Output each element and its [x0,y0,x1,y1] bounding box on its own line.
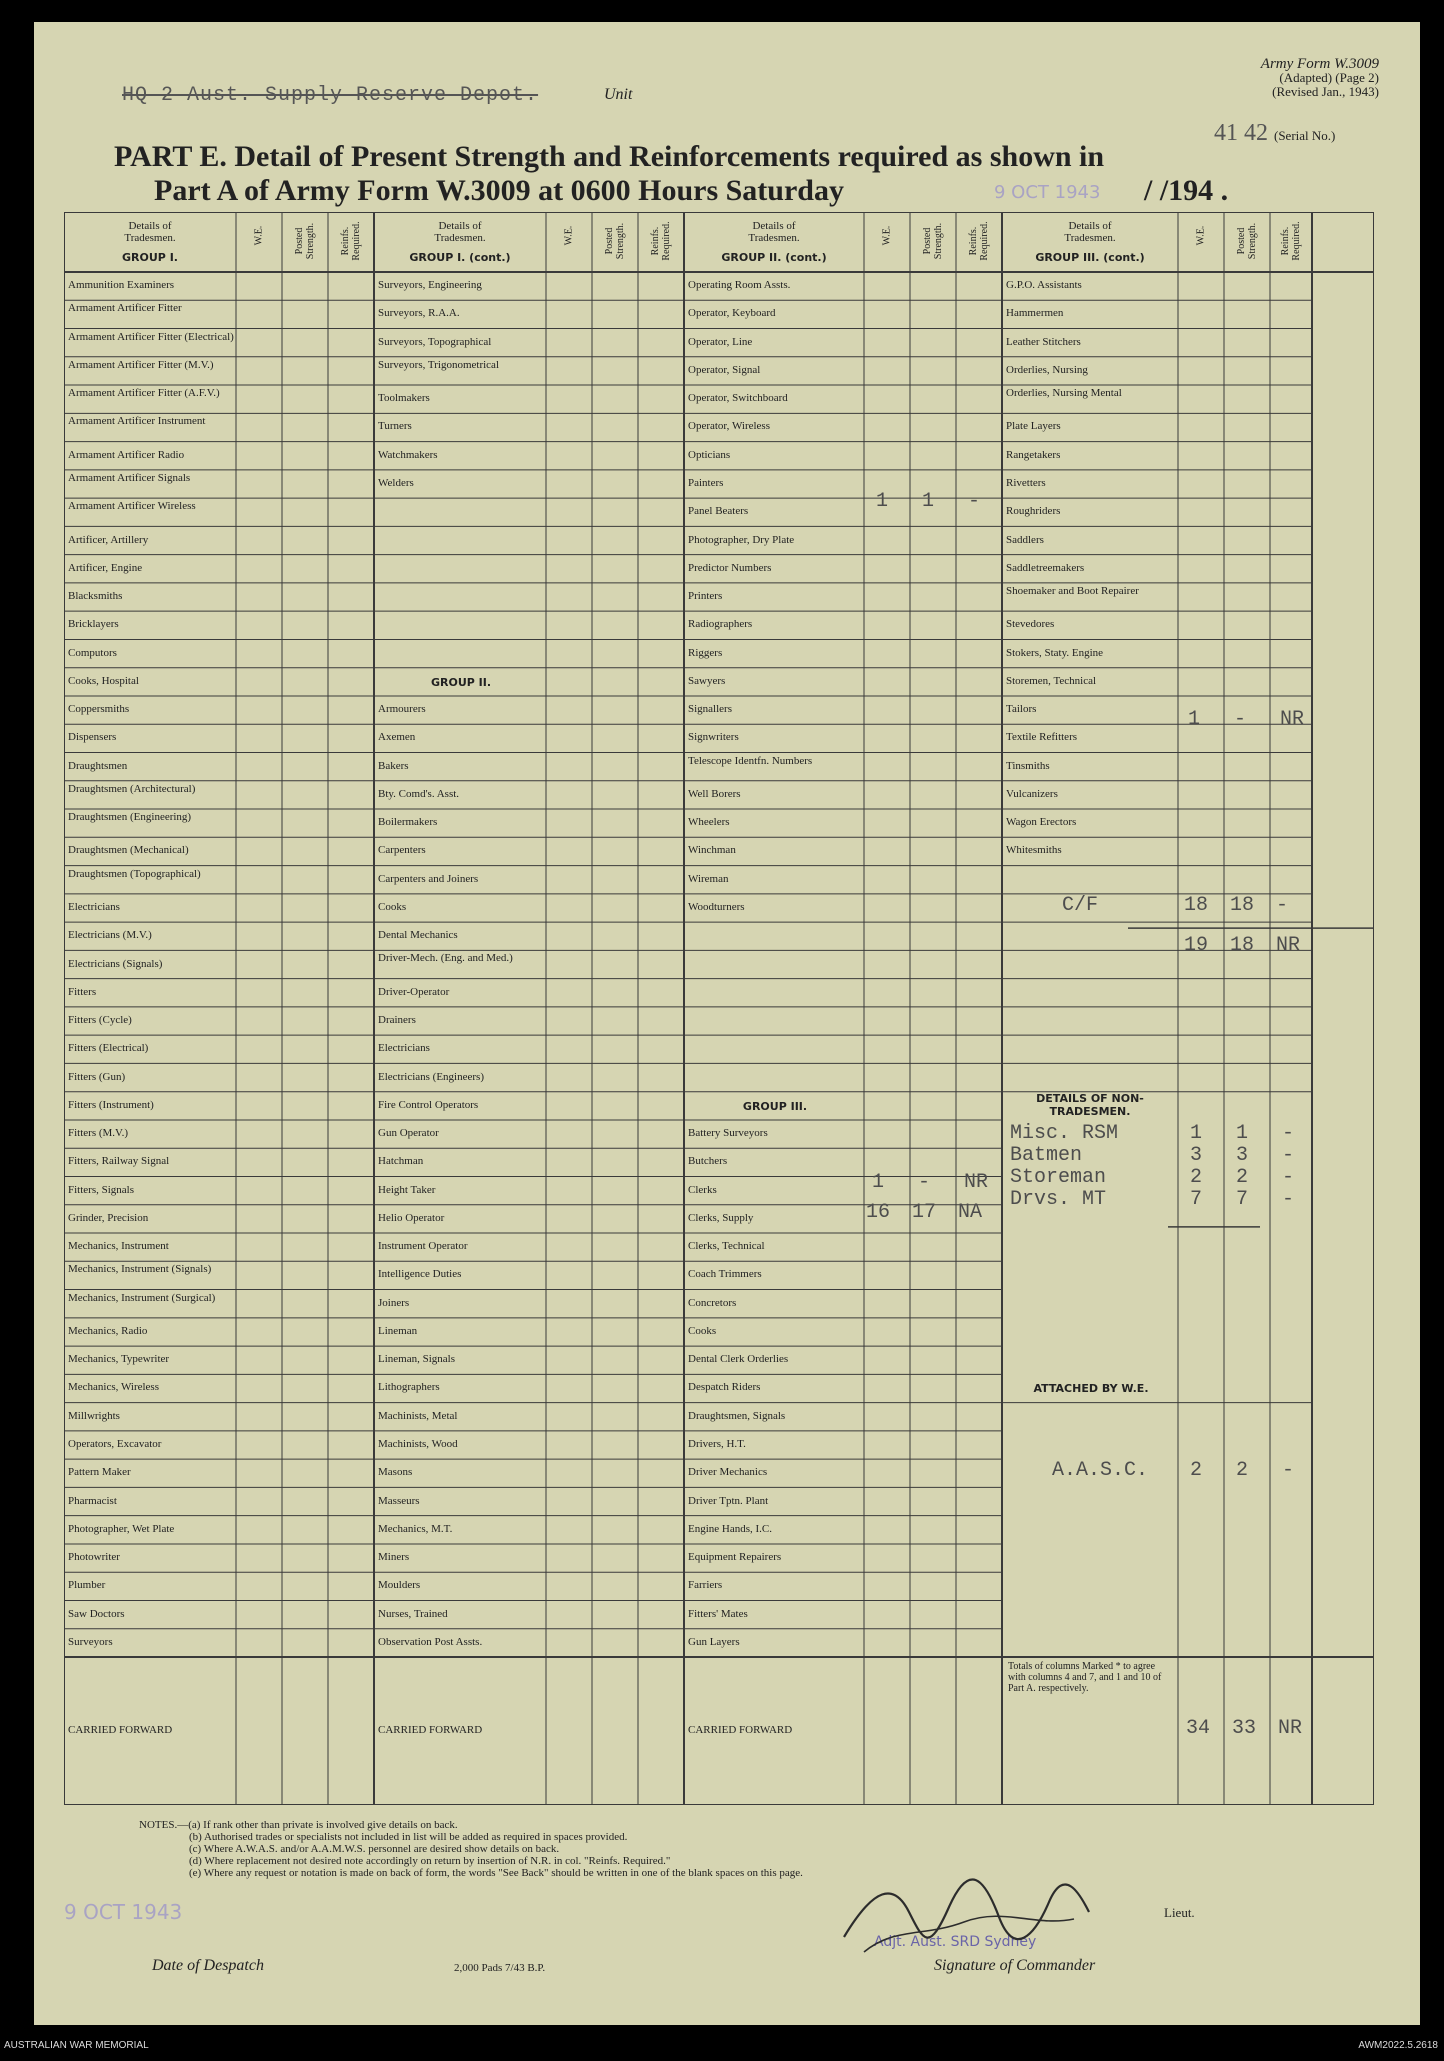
section-header: GROUP II. [430,675,492,689]
trade-label: Tailors [1006,704,1037,716]
signature-scribble [834,1867,1094,1957]
trade-label: Armament Artificer Radio [68,449,185,461]
trade-label: Operator, Line [688,336,753,348]
trade-label: Boilermakers [378,817,438,829]
trade-label: Rivetters [1006,477,1046,489]
serial-value: 41 42 [1214,120,1268,146]
non-tradesman-posted: 1 [1236,1122,1249,1146]
trade-label: Whitesmiths [1006,845,1062,857]
details-header-text: Details of Tradesmen. [124,220,176,244]
subtotal-entry: 18 [1230,934,1255,958]
trade-label: Toolmakers [378,393,430,405]
trade-label: Surveyors, Topographical [378,336,492,348]
trade-label: Lithographers [378,1382,440,1394]
non-tradesman-label: Drvs. MT [1010,1188,1107,1212]
note-c: (c) Where A.W.A.S. and/or A.A.M.W.S. personnel are desired show details on back. [189,1843,560,1855]
trade-label: Artificer, Engine [68,562,143,574]
trade-label: Electricians [68,901,120,913]
trade-label: Operators, Excavator [68,1439,162,1450]
trade-label: Surveyors [68,1636,113,1648]
non-tradesman-posted: 2 [1236,1166,1249,1190]
trade-label: Driver-Operator [378,986,450,998]
column-header-we: W.E. [253,225,265,246]
trade-label: Cooks, Hospital [68,675,139,687]
non-tradesman-we: 1 [1190,1122,1203,1146]
trade-label: Computors [68,647,117,659]
trade-label: Woodturners [688,901,745,913]
trade-label: Mechanics, M.T. [378,1523,453,1535]
form-ref-line-1: Army Form W.3009 [1260,56,1379,72]
trade-label: Painters [688,477,724,489]
trade-label: Coppersmiths [68,704,130,716]
trade-label: Fitters, Signals [68,1184,135,1196]
trade-label: Photowriter [68,1552,120,1564]
clerks-entry: 1 [872,1170,885,1194]
trade-label: Millwrights [68,1410,120,1422]
unit-value: HQ 2 Aust. Supply Reserve Depot. [122,84,539,107]
trade-label: Mechanics, Instrument [68,1241,169,1253]
column-header-reinfs: Reinfs. Required. [968,221,990,261]
trade-label: Artificer, Artillery [68,534,149,546]
trade-label: Grinder, Precision [68,1212,149,1224]
trade-label: Mechanics, Typewriter [68,1354,170,1366]
title-line-2: Part A of Army Form W.3009 at 0600 Hours Saturday [154,174,844,207]
trade-label: Moulders [378,1580,421,1592]
trade-label: Winchman [688,845,736,857]
trade-label: Electricians (Signals) [68,958,163,970]
non-tradesman-we: 2 [1190,1166,1203,1190]
trade-label: Helio Operator [378,1212,445,1224]
trade-label: Hammermen [1006,308,1064,320]
column-header-details [64,220,236,264]
cf-entry: 18 [1184,893,1209,917]
trade-label: Plumber [68,1580,106,1592]
trade-label: Carpenters and Joiners [378,873,479,885]
column-header-reinfs: Reinfs. Required. [340,221,362,261]
section-header: ATTACHED BY W.E. [1033,1382,1149,1396]
textile-entry: 1 [1188,708,1201,732]
trade-label: Draughtsmen [68,760,128,772]
non-tradesman-label: Storeman [1010,1166,1107,1190]
trade-label: Drainers [378,1015,416,1027]
trade-label: Armament Artificer Signals [68,472,191,484]
trade-label: Watchmakers [378,449,438,461]
trade-label: Bricklayers [68,619,119,631]
panel-beaters-entry: - [968,490,981,514]
signature-label: Signature of Commander [934,1957,1096,1974]
note-e: (e) Where any request or notation is made on back of form, the words "See Back" should be written in one of the blank spaces on this page. [189,1867,803,1879]
form-ref-line-3: (Revised Jan., 1943) [1272,84,1379,99]
column-header-details [374,220,546,264]
group-header: GROUP II. (cont.) [721,251,827,264]
trade-label: Signallers [688,704,732,716]
clerks-entry: NR [964,1170,989,1194]
trade-label: Bakers [378,760,409,772]
trade-label: Operator, Signal [688,364,761,376]
trade-label: Stokers, Staty. Engine [1006,647,1104,659]
form-ref-line-2: (Adapted) (Page 2) [1279,70,1379,85]
trade-label: Printers [688,591,723,603]
trade-label: Surveyors, R.A.A. [378,308,460,320]
carried-forward-label: CARRIED FORWARD [378,1725,483,1736]
note-b: (b) Authorised trades or specialists not included in list will be added as required in spaces provided. [189,1831,628,1843]
trade-label: Armament Artificer Instrument [68,416,206,428]
non-tradesman-posted: 3 [1236,1144,1249,1168]
trade-label: Storemen, Technical [1006,675,1097,687]
non-tradesman-label: Batmen [1010,1144,1083,1168]
trade-label: Signwriters [688,732,739,744]
totals-entry: 33 [1232,1717,1257,1740]
trade-label: Draughtsmen (Mechanical) [68,845,189,857]
trade-label: Driver Tptn. Plant [688,1495,769,1507]
trade-label: Farriers [688,1580,723,1592]
trade-label: Tinsmiths [1006,760,1050,772]
details-header-text: Details of Tradesmen. [748,220,800,244]
trade-label: Radiographers [688,619,753,631]
trade-label: Roughriders [1006,506,1061,518]
trade-label: Opticians [688,449,731,461]
trade-label: Fitters, Railway Signal [68,1156,170,1168]
trade-label: Armament Artificer Fitter [68,303,182,315]
trade-label: Masseurs [378,1495,420,1507]
trade-label: Clerks, Supply [688,1212,754,1224]
trade-label: Sawyers [688,675,726,687]
strength-table [64,212,1374,1805]
column-header-reinfs: Reinfs. Required. [650,221,672,261]
trade-label: Operator, Keyboard [688,308,776,320]
trade-label: Axemen [378,732,416,744]
trade-label: Mechanics, Instrument (Surgical) [68,1292,216,1304]
trade-label: Equipment Repairers [688,1552,782,1564]
totals-entry: 34 [1186,1717,1211,1740]
trade-label: Vulcanizers [1006,788,1058,800]
trade-label: Clerks [688,1184,717,1196]
column-header-details [1002,220,1178,264]
trade-label: G.P.O. Assistants [1006,280,1082,292]
non-tradesman-label: Misc. RSM [1010,1122,1119,1146]
totals-entry: NR [1278,1717,1303,1740]
trade-label: Well Borers [688,788,741,800]
title-line-1: PART E. Detail of Present Strength and Reinforcements required as shown in [114,140,1105,173]
trade-label: Dental Clerk Orderlies [688,1354,789,1366]
trade-label: Pattern Maker [68,1467,131,1479]
non-tradesman-reinf: - [1282,1188,1295,1212]
trade-label: Gun Operator [378,1128,439,1140]
trade-label: Mechanics, Radio [68,1325,148,1337]
cf-label-entry: C/F [1062,893,1099,917]
print-info: 2,000 Pads 7/43 B.P. [454,1962,546,1974]
trade-label: Operator, Wireless [688,421,770,433]
serial-number [1214,120,1335,147]
trade-label: Riggers [688,647,723,659]
trade-label: Coach Trimmers [688,1269,762,1281]
trade-label: Battery Surveyors [688,1128,768,1140]
serial-label: (Serial No.) [1274,128,1336,143]
non-tradesman-reinf: - [1282,1166,1295,1190]
trade-label: Drivers, H.T. [688,1439,746,1450]
non-tradesman-reinf: - [1282,1144,1295,1168]
trade-label: Electricians (M.V.) [68,930,152,942]
trade-label: Draughtsmen (Topographical) [68,868,201,880]
column-header-we: W.E. [881,225,893,246]
trade-label: Miners [378,1552,410,1564]
column-header-posted: Posted Strength. [922,222,944,260]
panel-beaters-entry: 1 [922,490,935,514]
attached-posted: 2 [1236,1459,1249,1483]
trade-label: Armament Artificer Fitter (A.F.V.) [68,388,220,400]
trade-label: Fitters (Electrical) [68,1043,149,1055]
attached-label: A.A.S.C. [1052,1459,1149,1483]
trade-label: Lineman, Signals [378,1354,455,1366]
trade-label: Instrument Operator [378,1241,468,1253]
trade-label: Textile Refitters [1006,732,1078,744]
trade-label: Fitters (Gun) [68,1071,126,1083]
date-stamp: 9 OCT 1943 [994,182,1101,203]
trade-label: Engine Hands, I.C. [688,1523,773,1535]
column-header-details [684,220,864,264]
trade-label: Hatchman [378,1156,424,1168]
trade-label: Nurses, Trained [378,1608,448,1620]
trade-label: Despatch Riders [688,1382,761,1394]
trade-label: Wheelers [688,817,730,829]
column-header-posted: Posted Strength. [1236,222,1258,260]
non-tradesman-reinf: - [1282,1122,1295,1146]
note-d: (d) Where replacement not desired note accordingly on return by insertion of N.R. in col. "Reinfs. Required." [189,1855,671,1867]
trade-label: Orderlies, Nursing [1006,364,1088,376]
trade-label: Surveyors, Trigonometrical [378,359,499,371]
textile-entry: NR [1280,708,1305,732]
trade-label: Operator, Switchboard [688,393,788,405]
trade-label: Wagon Erectors [1006,817,1077,829]
trade-label: Armament Artificer Wireless [68,501,196,513]
trade-label: Welders [378,477,414,489]
trade-label: Photographer, Wet Plate [68,1523,175,1535]
non-tradesman-we: 3 [1190,1144,1203,1168]
non-tradesman-we: 7 [1190,1188,1203,1212]
notes [139,1819,803,1879]
trade-label: Driver-Mech. (Eng. and Med.) [378,953,513,965]
form-reference [1119,57,1379,99]
trade-label: Dispensers [68,732,117,744]
trade-label: Gun Layers [688,1636,740,1648]
trade-label: Telescope Identfn. Numbers [688,755,813,767]
trade-label: Bty. Comd's. Asst. [378,788,460,800]
clerks-supply-entry: 17 [912,1200,937,1224]
trade-label: Shoemaker and Boot Repairer [1006,585,1139,597]
group-header: GROUP I. (cont.) [409,251,511,264]
trade-label: Saddletreemakers [1006,562,1085,574]
form-page [34,22,1420,2025]
textile-entry: - [1234,708,1247,732]
trade-label: Plate Layers [1006,421,1061,433]
carried-forward-label: CARRIED FORWARD [688,1725,793,1736]
trade-label: Saddlers [1006,534,1044,546]
trade-label: Stevedores [1006,619,1055,631]
column-header-reinfs: Reinfs. Required. [1280,221,1302,261]
trade-label: Cooks [378,901,407,913]
group-header: GROUP III. (cont.) [1035,251,1145,264]
clerks-entry: - [918,1170,931,1194]
non-tradesman-posted: 7 [1236,1188,1249,1212]
trade-label: Fitters' Mates [688,1608,748,1620]
trade-label: Armament Artificer Fitter (M.V.) [68,359,214,371]
trade-label: Dental Mechanics [378,930,458,942]
column-header-we: W.E. [563,225,575,246]
cf-entry: 18 [1230,893,1255,917]
trade-label: Carpenters [378,845,426,857]
subtotal-entry: NR [1276,934,1301,958]
trade-label: Fitters (M.V.) [68,1128,128,1140]
attached-reinf: - [1282,1459,1295,1483]
lieut-label: Lieut. [1164,1905,1195,1920]
carried-forward-label: CARRIED FORWARD [68,1725,173,1736]
column-header-posted: Posted Strength. [294,222,316,260]
trade-label: Cooks [688,1325,717,1337]
archive-credit: AUSTRALIAN WAR MEMORIAL [4,2040,149,2051]
trade-label: Lineman [378,1325,418,1337]
trade-label: Clerks, Technical [688,1241,765,1253]
trade-label: Fitters [68,986,97,998]
trade-label: Surveyors, Engineering [378,280,482,292]
details-header-text: Details of Tradesmen. [434,220,486,244]
trade-label: Machinists, Wood [378,1439,458,1450]
trade-label: Fitters (Cycle) [68,1015,132,1027]
trade-label: Draughtsmen (Engineering) [68,812,192,824]
trade-label: Mechanics, Instrument (Signals) [68,1264,212,1276]
trade-label: Wireman [688,873,729,885]
trade-label: Machinists, Metal [378,1410,458,1422]
trade-label: Butchers [688,1156,728,1168]
trade-label: Intelligence Duties [378,1269,462,1281]
clerks-supply-entry: 16 [866,1200,891,1224]
trade-label: Draughtsmen, Signals [688,1410,786,1422]
unit-label: Unit [604,86,633,103]
trade-label: Leather Stitchers [1006,336,1081,348]
archive-id: AWM2022.5.2618 [1358,2040,1438,2051]
trade-label: Concretors [688,1297,737,1309]
trade-label: Electricians [378,1043,430,1055]
trade-label: Panel Beaters [688,506,749,518]
trade-label: Pharmacist [68,1495,117,1507]
trade-label: Masons [378,1467,413,1479]
totals-note: Totals of columns Marked * to agree with columns 4 and 7, and 1 and 10 of Part A. respectively. [1008,1661,1162,1694]
trade-label: Joiners [378,1297,410,1309]
despatch-stamp: 9 OCT 1943 [64,1900,183,1924]
trade-label: Ammunition Examiners [68,280,175,292]
section-header: GROUP III. [742,1099,808,1113]
details-header-text: Details of Tradesmen. [1064,220,1116,244]
trade-label: Armourers [378,704,426,716]
trade-label: Mechanics, Wireless [68,1382,159,1394]
date-of-despatch-label: Date of Despatch [152,1957,264,1974]
trade-label: Orderlies, Nursing Mental [1006,388,1122,400]
date-tail: / /194 . [1144,174,1229,207]
trade-label: Saw Doctors [68,1608,125,1620]
group-header: GROUP I. [122,251,178,264]
trade-label: Turners [378,421,412,433]
column-header-posted: Posted Strength. [604,222,626,260]
subtotal-entry: 19 [1184,934,1209,958]
trade-label: Rangetakers [1006,449,1061,461]
trade-label: Armament Artificer Fitter (Electrical) [68,331,234,343]
trade-label: Height Taker [378,1184,436,1196]
trade-label: Blacksmiths [68,591,123,603]
note-a: NOTES.—(a) If rank other than private is involved give details on back. [139,1819,458,1831]
column-header-we: W.E. [1195,225,1207,246]
cf-entry: - [1276,893,1289,917]
trade-label: Fire Control Operators [378,1099,479,1111]
trade-label: Fitters (Instrument) [68,1099,154,1111]
trade-label: Operating Room Assts. [688,280,791,292]
section-header: DETAILS OF NON-TRADESMEN. [1036,1091,1144,1118]
clerks-supply-entry: NA [958,1200,983,1224]
trade-label: Predictor Numbers [688,562,772,574]
trade-label: Driver Mechanics [688,1467,768,1479]
trade-label: Draughtsmen (Architectural) [68,783,196,795]
trade-label: Electricians (Engineers) [378,1071,484,1083]
attached-we: 2 [1190,1459,1203,1483]
trade-label: Photographer, Dry Plate [688,534,795,546]
trade-label: Observation Post Assts. [378,1636,483,1648]
signature-stamp: Adjt. Aust. SRD Sydney [874,1934,1037,1950]
panel-beaters-entry: 1 [876,490,889,514]
